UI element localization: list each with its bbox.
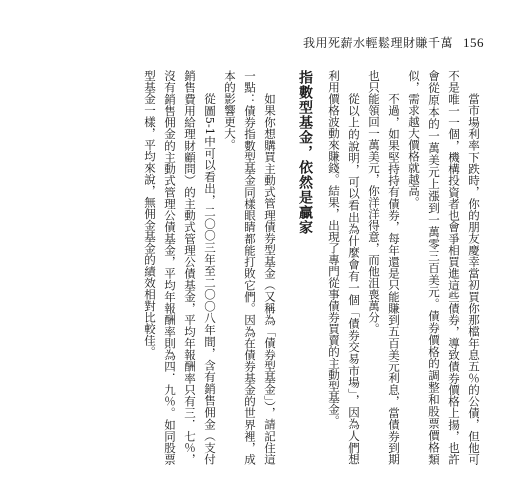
running-head-title: 我用死薪水輕鬆理財賺千萬 [302, 36, 453, 50]
paragraph-5: 從圖5-1中可以看出，二〇〇三年至二〇〇八年間，含有銷售佣金（支付銷售費用給理財顧問）的主動式管理公債基金，平均年報酬率只有三．七％，沒有銷售佣金的主動式管理公債基金，平均年報酬率則為四．九％。如同股票型基金一樣，平均來說，無佣金基金的績效相對比較佳。 [143, 70, 217, 465]
paragraph-1: 當市場利率下跌時，你的朋友慶幸當初買你那檔年息五％的公債，但他可不是唯一一個，機構投資者也會爭相買進這些債券，導致債券價格上揚，也許會從原本的一萬美元上漲到一萬零三百美元。債券價格的調整和股票價格類似，需求越大價格就越高。 [407, 70, 481, 465]
running-head [303, 34, 484, 51]
body-text [40, 70, 484, 465]
paragraph-4: 如果你想購買主動式管理債券型基金（又稱為「債券型基金」），請記住這一點：債券指數型基金同樣眼睛都能打敗它們。因為在債券基金的世界裡，成本的影響更大。 [223, 70, 277, 465]
page-number: 156 [463, 35, 484, 50]
section-heading: 指數型基金，依然是贏家 [297, 70, 313, 235]
paragraph-2: 不過，如果堅持持有債券，每年還是只能賺到五百美元利息，當債券到期也只能領回一萬美元，你洋洋得意，而他沮喪萬分。 [367, 70, 401, 465]
paragraph-3: 從以上的說明，可以看出為什麼會有一個「債券交易市場」，因為人們想利用價格波動來賺錢。結果，出現了專門從事債券買賣的主動型基金。 [327, 70, 361, 465]
